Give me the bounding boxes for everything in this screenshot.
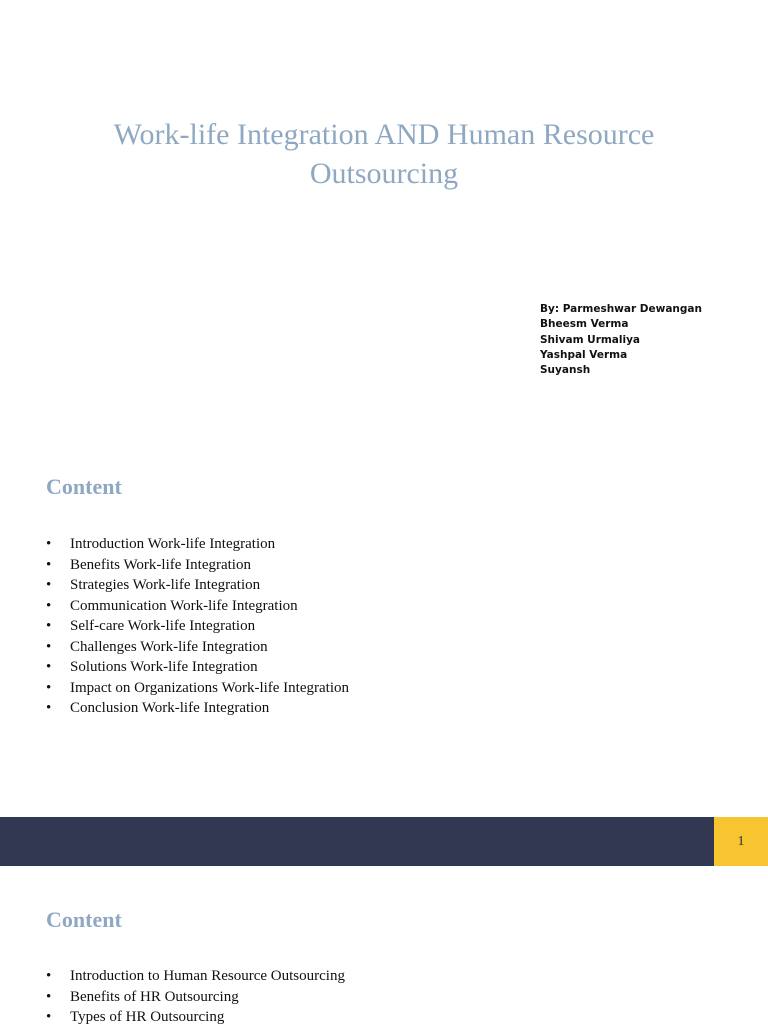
author-line: Shivam Urmaliya xyxy=(540,333,641,346)
bullet-icon: • xyxy=(46,700,52,716)
content-list xyxy=(46,966,345,1028)
content-heading: Content xyxy=(46,474,122,499)
list-item xyxy=(46,1007,345,1028)
list-item-text: Communication Work-life Integration xyxy=(70,597,298,614)
bullet-icon: • xyxy=(46,659,52,675)
slide-footer-bar xyxy=(0,817,714,866)
list-item xyxy=(46,616,349,637)
list-item xyxy=(46,637,349,658)
list-item xyxy=(46,657,349,678)
bullet-icon: • xyxy=(46,968,52,984)
list-item-text: Benefits of HR Outsourcing xyxy=(70,988,239,1005)
list-item xyxy=(46,534,349,555)
content-list xyxy=(46,534,349,719)
list-item xyxy=(46,678,349,699)
list-item-text: Solutions Work-life Integration xyxy=(70,659,258,675)
slide-title xyxy=(0,115,768,193)
author-line: Bheesm Verma xyxy=(540,318,629,331)
page-number-badge xyxy=(714,817,768,866)
list-item xyxy=(46,698,349,719)
author-list xyxy=(540,302,702,378)
author-line: Suyansh xyxy=(540,364,591,377)
list-item xyxy=(46,555,349,576)
list-item xyxy=(46,596,349,617)
bullet-icon: • xyxy=(46,1009,52,1025)
bullet-icon: • xyxy=(46,679,52,696)
list-item-text: Impact on Organizations Work-life Integration xyxy=(70,679,349,696)
bullet-icon: • xyxy=(46,577,52,593)
author-line: Yashpal Verma xyxy=(540,348,628,361)
content-heading: Content xyxy=(46,907,122,932)
list-item-text: Self-care Work-life Integration xyxy=(70,618,256,634)
list-item-text: Conclusion Work-life Integration xyxy=(70,700,270,716)
slide-title-line-1: Work-life Integration AND Human Resource xyxy=(113,118,655,151)
list-item-text: Introduction Work-life Integration xyxy=(70,536,276,552)
bullet-icon: • xyxy=(46,597,52,614)
list-item xyxy=(46,987,345,1008)
slide-title-line-2: Outsourcing xyxy=(309,157,459,190)
list-item-text: Challenges Work-life Integration xyxy=(70,638,268,655)
author-line: By: Parmeshwar Dewangan xyxy=(540,303,702,315)
list-item-text: Types of HR Outsourcing xyxy=(70,1009,225,1025)
list-item xyxy=(46,575,349,596)
page-number: 1 xyxy=(737,833,745,849)
bullet-icon: • xyxy=(46,556,52,573)
list-item xyxy=(46,966,345,987)
bullet-icon: • xyxy=(46,536,52,552)
bullet-icon: • xyxy=(46,618,52,634)
bullet-icon: • xyxy=(46,988,52,1005)
list-item-text: Strategies Work-life Integration xyxy=(70,577,261,593)
bullet-icon: • xyxy=(46,638,52,655)
list-item-text: Benefits Work-life Integration xyxy=(70,556,251,573)
list-item-text: Introduction to Human Resource Outsourcing xyxy=(70,968,345,984)
